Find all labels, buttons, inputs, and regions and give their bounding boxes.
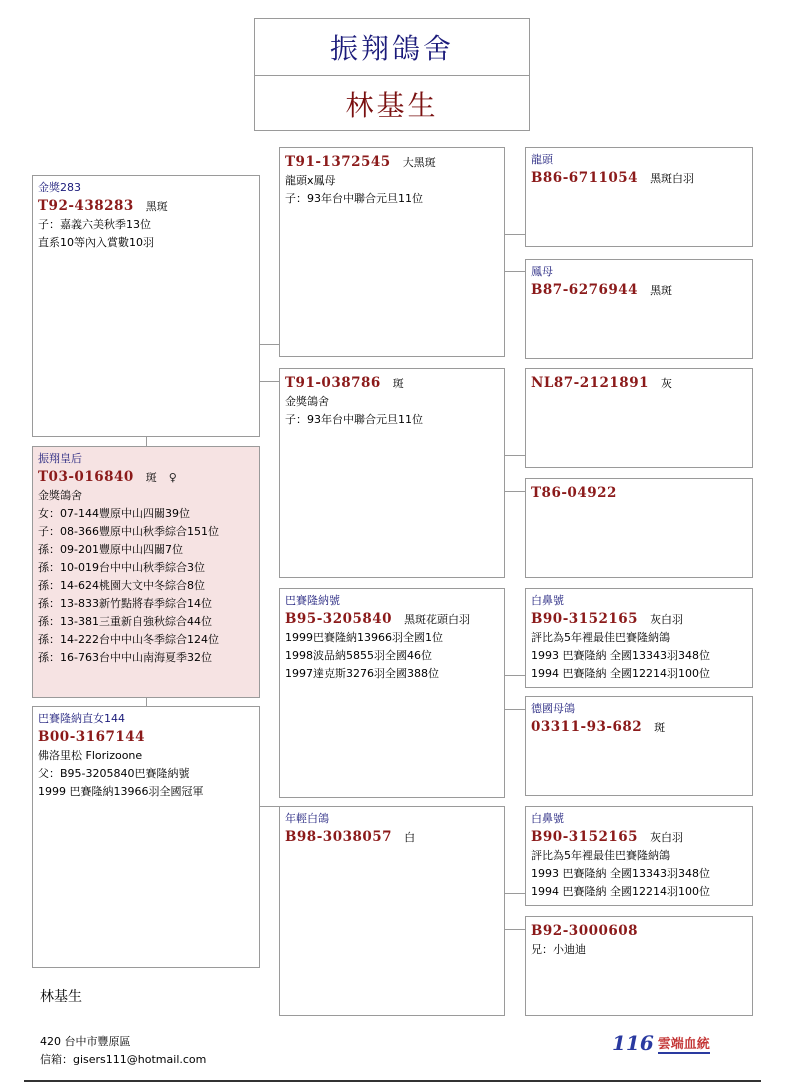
- pigeon-note: 金獎鴿舍: [285, 395, 329, 408]
- connector-line: [505, 234, 525, 235]
- pedigree-header: [254, 18, 530, 131]
- connector-line: [260, 806, 279, 807]
- pigeon-title: 巴賽隆納直女144: [38, 712, 125, 725]
- ring-number: T92-438283: [38, 198, 134, 214]
- pedigree-box: [525, 696, 753, 796]
- pedigree-box: [279, 806, 505, 1016]
- pedigree-box: [32, 446, 260, 698]
- pedigree-box: [525, 916, 753, 1016]
- pigeon-color: 灰: [660, 377, 672, 390]
- pigeon-color: 黑斑花頭白羽: [404, 613, 471, 626]
- pigeon-color: 斑: [392, 377, 404, 390]
- pedigree-box: [32, 706, 260, 968]
- footer-address: 420 台中市豐原區: [40, 1035, 131, 1048]
- ring-line: [531, 168, 747, 188]
- ring-number: B87-6276944: [531, 282, 639, 298]
- ring-line: [531, 609, 747, 629]
- ring-number: T86-04922: [531, 485, 617, 501]
- pedigree-box: [525, 478, 753, 578]
- ring-line: [531, 373, 747, 393]
- pigeon-note: 女：07-144豐原中山四關39位: [38, 507, 190, 520]
- pigeon-title: 巴賽隆納號: [285, 594, 340, 607]
- ring-line: [38, 196, 254, 216]
- pigeon-note: 直系10等內入賞數10羽: [38, 236, 154, 249]
- pigeon-note: 孫：13-833新竹點將春季綜合14位: [38, 597, 212, 610]
- ring-number: NL87-2121891: [531, 375, 649, 391]
- pigeon-title: 白鼻號: [531, 594, 564, 607]
- pigeon-note: 1993 巴賽隆納 全國13343羽348位: [531, 867, 710, 880]
- ring-number: B90-3152165: [531, 829, 639, 845]
- pigeon-note: 1994 巴賽隆納 全國12214羽100位: [531, 885, 710, 898]
- ring-line: [531, 921, 747, 941]
- ring-number: B95-3205840: [285, 611, 393, 627]
- pigeon-note: 1999 巴賽隆納13966羽全國冠軍: [38, 785, 204, 798]
- logo-number: 116: [612, 1031, 654, 1055]
- logo-text: 雲端血統: [658, 1033, 710, 1054]
- pigeon-title: 鳳母: [531, 265, 553, 278]
- connector-line: [505, 893, 525, 894]
- pigeon-title: 振翔皇后: [38, 452, 82, 465]
- pigeon-color: 灰白羽: [650, 831, 684, 844]
- ring-line: [285, 609, 499, 629]
- ring-number: B98-3038057: [285, 829, 393, 845]
- ring-number: 03311-93-682: [531, 719, 643, 735]
- pigeon-note: 孫：16-763台中中山南海夏季32位: [38, 651, 212, 664]
- ring-line: [531, 717, 747, 737]
- pigeon-color: 斑: [145, 471, 157, 484]
- owner-name: 林基生: [345, 89, 439, 122]
- pigeon-note: 孫：14-222台中中山冬季綜合124位: [38, 633, 219, 646]
- pedigree-box: [525, 588, 753, 688]
- connector-line: [505, 675, 525, 676]
- loft-name: 振翔鴿舍: [255, 19, 529, 76]
- pedigree-box: [279, 147, 505, 357]
- bottom-divider: [24, 1080, 761, 1082]
- pigeon-note: 孫：10-019台中中山秋季綜合3位: [38, 561, 205, 574]
- ring-line: [531, 827, 747, 847]
- pigeon-note: 父：B95-3205840巴賽隆納號: [38, 767, 190, 780]
- ring-number: T91-1372545: [285, 154, 391, 170]
- connector-line: [146, 698, 147, 706]
- connector-line: [505, 455, 525, 456]
- pedigree-box: [32, 175, 260, 437]
- ring-number: B00-3167144: [38, 729, 146, 745]
- pigeon-color: 大黑斑: [402, 156, 436, 169]
- pigeon-note: 兄：小迪迪: [531, 943, 586, 956]
- pigeon-title: 德國母鴿: [531, 702, 575, 715]
- connector-line: [505, 929, 525, 930]
- ring-number: T03-016840: [38, 469, 134, 485]
- ring-number: B92-3000608: [531, 923, 639, 939]
- pigeon-note: 孫：09-201豐原中山四關7位: [38, 543, 183, 556]
- connector-line: [260, 344, 279, 345]
- connector-line: [505, 491, 525, 492]
- pigeon-note: 子：嘉義六美秋季13位: [38, 218, 151, 231]
- pedigree-box: [525, 806, 753, 906]
- pigeon-note: 評比為5年裡最佳巴賽隆納鴿: [531, 849, 670, 862]
- pedigree-box: [525, 368, 753, 468]
- ring-line: [285, 373, 499, 393]
- logo: [612, 1030, 710, 1056]
- pigeon-note: 子：08-366豐原中山秋季綜合151位: [38, 525, 219, 538]
- ring-line: [531, 483, 747, 503]
- footer-owner-name: 林基生: [40, 989, 82, 1005]
- pigeon-note: 金獎鴿舍: [38, 489, 82, 502]
- pigeon-title: 金獎283: [38, 181, 81, 194]
- pigeon-note: 1997達克斯3276羽全國388位: [285, 667, 439, 680]
- pedigree-box: [525, 147, 753, 247]
- pigeon-note: 孫：14-624桃園大文中冬綜合8位: [38, 579, 205, 592]
- ring-number: T91-038786: [285, 375, 381, 391]
- pigeon-note: 子：93年台中聯合元旦11位: [285, 413, 423, 426]
- pigeon-title: 龍頭: [531, 153, 553, 166]
- pigeon-color: 黑斑: [145, 200, 168, 213]
- pigeon-color: 斑: [654, 721, 666, 734]
- connector-line: [505, 271, 525, 272]
- pigeon-note: 孫：13-381三重新自強秋綜合44位: [38, 615, 212, 628]
- ring-line: [38, 727, 254, 747]
- pigeon-color: 白: [404, 831, 416, 844]
- pigeon-note: 1999巴賽隆納13966羽全國1位: [285, 631, 443, 644]
- ring-number: B86-6711054: [531, 170, 639, 186]
- connector-line: [146, 437, 147, 446]
- pigeon-title: 白鼻號: [531, 812, 564, 825]
- pigeon-note: 1998波品納5855羽全國46位: [285, 649, 432, 662]
- pigeon-color: 灰白羽: [650, 613, 684, 626]
- pigeon-color: 黑斑: [650, 284, 673, 297]
- ring-line: [285, 152, 499, 172]
- pedigree-box: [525, 259, 753, 359]
- pigeon-note: 1993 巴賽隆納 全國13343羽348位: [531, 649, 710, 662]
- ring-number: B90-3152165: [531, 611, 639, 627]
- pigeon-note: 子：93年台中聯合元旦11位: [285, 192, 423, 205]
- ring-line: [38, 467, 254, 487]
- pigeon-sex: ♀: [168, 471, 177, 484]
- pedigree-box: [279, 588, 505, 798]
- ring-line: [531, 280, 747, 300]
- pigeon-note: 佛洛里松 Florizoone: [38, 749, 143, 762]
- connector-line: [260, 381, 279, 382]
- pigeon-note: 評比為5年裡最佳巴賽隆納鴿: [531, 631, 670, 644]
- pedigree-box: [279, 368, 505, 578]
- connector-line: [505, 709, 525, 710]
- ring-line: [285, 827, 499, 847]
- pigeon-note: 龍頭x鳳母: [285, 174, 336, 187]
- pigeon-note: 1994 巴賽隆納 全國12214羽100位: [531, 667, 710, 680]
- footer-email[interactable]: 信箱：gisers111@hotmail.com: [40, 1053, 207, 1066]
- pigeon-title: 年輕白鴿: [285, 812, 329, 825]
- pigeon-color: 黑斑白羽: [650, 172, 695, 185]
